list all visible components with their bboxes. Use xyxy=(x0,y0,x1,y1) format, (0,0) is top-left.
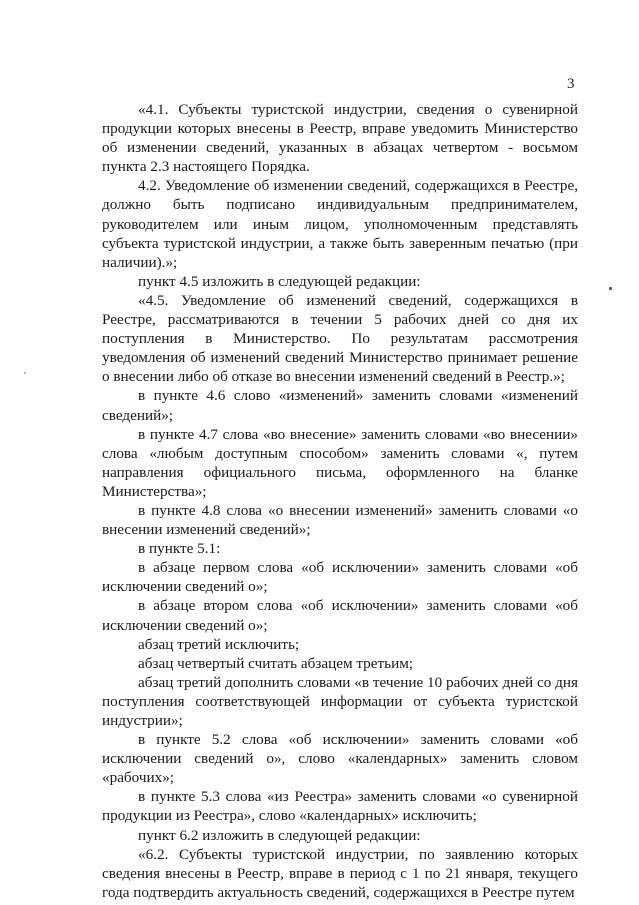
page-number: 3 xyxy=(567,76,575,92)
paragraph-item-4-8: в пункте 4.8 слова «о внесении изменений» заменить словами «о внесении изменений сведений»; xyxy=(102,501,578,539)
paragraph-6-2: «6.2. Субъекты туристской индустрии, по заявлению которых сведения внесены в Реестр, вправе в период с 1 по 21 января, текущего года подтвердить актуальность сведений, содержащихся в Реестре путем xyxy=(102,845,578,901)
paragraph-5-1-second: в абзаце втором слова «об исключении» заменить словами «об исключении сведений о»; xyxy=(102,597,578,634)
paragraph-item-5-3: в пункте 5.3 слова «из Реестра» заменить словами «о сувенирной продукции из Реестра», слово «календарных» исключить; xyxy=(102,788,578,825)
scan-speck-left xyxy=(24,372,26,374)
paragraph-4-5: «4.5. Уведомление об изменений сведений, содержащихся в Реестре, рассматриваются в течении 5 рабочих дней со дня их поступления в Министерство. По результатам рассмотрения уведомления об изменений сведений Министерство принимает решение о внесении либо об отказе во внесении изменений сведений в Реестр.»; xyxy=(102,291,578,386)
paragraph-item-4-6: в пункте 4.6 слово «изменений» заменить словами «изменений сведений»; xyxy=(102,387,578,424)
paragraph-item-4-5-intro: пункт 4.5 изложить в следующей редакции: xyxy=(138,272,421,290)
document-body xyxy=(102,100,578,902)
scan-speck xyxy=(609,287,612,290)
paragraph-5-1-third-remove: абзац третий исключить; xyxy=(138,635,300,653)
paragraph-item-6-2-intro: пункт 6.2 изложить в следующей редакции: xyxy=(138,826,421,844)
paragraph-item-5-1: в пункте 5.1: xyxy=(138,540,221,558)
paragraph-5-1-fourth-renumber: абзац четвертый считать абзацем третьим; xyxy=(138,654,414,672)
paragraph-4-2: 4.2. Уведомление об изменении сведений, содержащихся в Реестре, должно быть подписано индивидуальным предпринимателем, руководителем или иным лицом, уполномоченным представлять субъекта туристской индустрии, а также быть заверенным печатью (при наличии).»; xyxy=(102,177,578,271)
paragraph-5-1-third-append: абзац третий дополнить словами «в течение 10 рабочих дней со дня поступления соответствующей информации от субъекта туристской индустрии»; xyxy=(102,673,578,729)
paragraph-4-1: «4.1. Субъекты туристской индустрии, сведения о сувенирной продукции которых внесены в Реестр, вправе уведомить Министерство об изменении сведений, указанных в абзацах четвертом - восьмом пункта 2.3 настоящего Порядка. xyxy=(102,101,578,176)
paragraph-item-5-2: в пункте 5.2 слова «об исключении» заменить словами «об исключении сведений о», слово «календарных» заменить словом «рабочих»; xyxy=(102,731,578,787)
paragraph-5-1-first: в абзаце первом слова «об исключении» заменить словами «об исключении сведений о»; xyxy=(102,559,578,596)
paragraph-item-4-7: в пункте 4.7 слова «во внесение» заменить словами «во внесении» слова «любым доступным способом» заменить словами «, путем направления официального письма, оформленного на бланке Министерства»; xyxy=(102,425,578,500)
